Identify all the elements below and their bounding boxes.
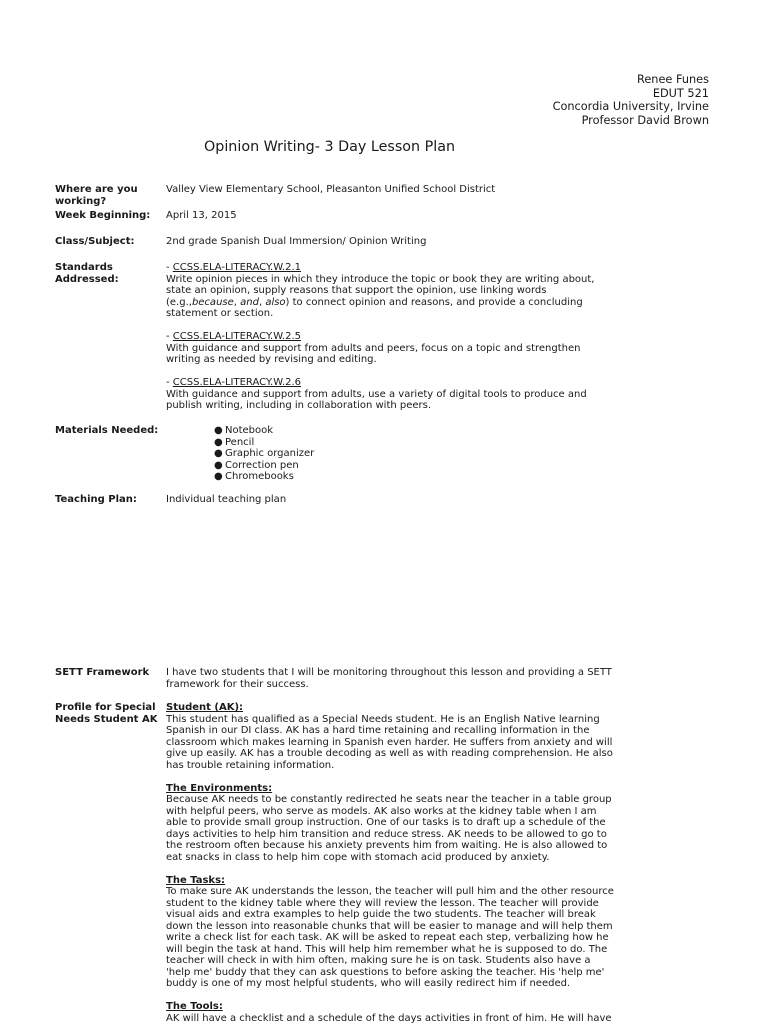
bullet-icon: ● <box>214 436 223 448</box>
standard-item: - CCSS.ELA-LITERACY.W.2.1 <box>166 262 302 273</box>
standard-item: - CCSS.ELA-LITERACY.W.2.5 <box>166 331 302 342</box>
row-value: Valley View Elementary School, Pleasanton Unified School District <box>166 184 496 195</box>
row-label: Profile for Special Needs Student AK <box>55 702 158 725</box>
bullet-icon: ● <box>214 425 223 436</box>
list-item: ● Chromebooks <box>214 471 294 483</box>
row-value: 2nd grade Spanish Dual Immersion/ Opinion Writing <box>166 236 427 247</box>
row-value: April 13, 2015 <box>166 210 237 221</box>
materials-list <box>214 425 679 483</box>
standard-description: With guidance and support from adults and peers, focus on a topic and strengthen writing as needed by revising and editing. <box>166 342 581 365</box>
author-header <box>553 73 709 127</box>
standards-list <box>166 262 618 412</box>
standard-link[interactable]: CCSS.ELA-LITERACY.W.2.5 <box>172 331 302 342</box>
row-sett <box>55 667 635 693</box>
course-code: EDUT 521 <box>652 86 709 100</box>
author-name: Renee Funes <box>637 73 709 86</box>
section-heading: The Tools: <box>166 1001 223 1012</box>
row-label: SETT Framework <box>55 667 150 678</box>
standard-item: - CCSS.ELA-LITERACY.W.2.6 <box>166 377 302 388</box>
row-label: Where are you working? <box>55 184 138 207</box>
row-materials <box>55 425 635 485</box>
materials-container <box>166 425 631 483</box>
row-standards <box>55 262 635 417</box>
row-week <box>55 210 635 224</box>
row-label: Standards Addressed: <box>55 262 119 285</box>
row-label: Teaching Plan: <box>55 494 137 505</box>
row-value: Individual teaching plan <box>166 494 287 505</box>
section-text: Because AK needs to be constantly redirected he seats near the teacher in a table group with helpful peers, who serve as models. AK also works at the kidney table when I am able to provide small group instruction. One of our tasks is to draft up a schedule of the days activities to help him transition and reduce stress. AK needs to be allowed to go to the restroom often because his anxiety prevents him from waiting. He is also allowed to eat snacks in class to help him cope with stomach acid produced by anxiety. <box>166 794 612 863</box>
list-item: ● Pencil <box>214 436 255 448</box>
section-heading: The Tasks: <box>166 874 226 886</box>
university-name: Concordia University, Irvine <box>552 100 709 114</box>
row-where <box>55 184 635 208</box>
profile-content <box>166 702 618 1024</box>
row-label: Materials Needed: <box>55 425 159 436</box>
section-heading: The Environments: <box>166 782 273 794</box>
bullet-icon: ● <box>214 459 223 471</box>
section-text: To make sure AK understands the lesson, the teacher will pull him and the other resource student to the kidney table where they will review the lesson. The teacher will provide visual aids and extra examples to help guide the two students. The teacher will break down the lesson into reasonable chunks that will be easier to manage and will help them write a check list for each task. AK will be asked to repeat each step, verbalizing how he will begin the task at hand. This will help him remember what he is supposed to do. The teacher will check in with him often, making sure he is on task. Students also have a 'help me' buddy that they can ask questions to before asking the teacher. His 'help me' buddy is one of my most helpful students, who will easily redirect him if needed. <box>166 886 614 989</box>
bullet-icon: ● <box>214 471 223 483</box>
professor-name: Professor David Brown <box>581 113 709 127</box>
list-item: ● Correction pen <box>214 459 299 471</box>
section-heading: Student (AK): <box>166 702 244 713</box>
row-label: Week Beginning: <box>55 210 151 221</box>
section-text: AK will have a checklist and a schedule of the days activities in front of him. He will have <box>166 1012 612 1024</box>
bullet-icon: ● <box>214 448 223 460</box>
document-title: Opinion Writing- 3 Day Lesson Plan <box>204 139 456 155</box>
row-class-subject <box>55 236 635 250</box>
list-item: ● Graphic organizer <box>214 448 315 460</box>
row-teaching-plan <box>55 494 635 508</box>
standard-description: With guidance and support from adults, use a variety of digital tools to produce and publish writing, including in collaboration with peers. <box>166 388 587 411</box>
standard-link[interactable]: CCSS.ELA-LITERACY.W.2.1 <box>172 262 302 273</box>
standard-description: Write opinion pieces in which they introduce the topic or book they are writing about, state an opinion, supply reasons that support the opinion, use linking words (e.g.,because, and, also) to connect opinion and reasons, and provide a concluding statement or section. <box>166 273 595 319</box>
section-text: This student has qualified as a Special Needs student. He is an English Native learning Spanish in our DI class. AK has a hard time retaining and recalling information in the classroom which makes learning in Spanish even harder. He suffers from anxiety and will give up easily. AK has a trouble decoding as well as with reading comprehension. He also has trouble retaining information. <box>166 713 613 771</box>
list-item: ● Notebook <box>214 425 274 436</box>
standard-link[interactable]: CCSS.ELA-LITERACY.W.2.6 <box>172 377 302 388</box>
row-label: Class/Subject: <box>55 236 135 247</box>
row-value: I have two students that I will be monitoring throughout this lesson and providing a SETT framework for their success. <box>166 667 612 690</box>
row-profile <box>55 702 635 1024</box>
